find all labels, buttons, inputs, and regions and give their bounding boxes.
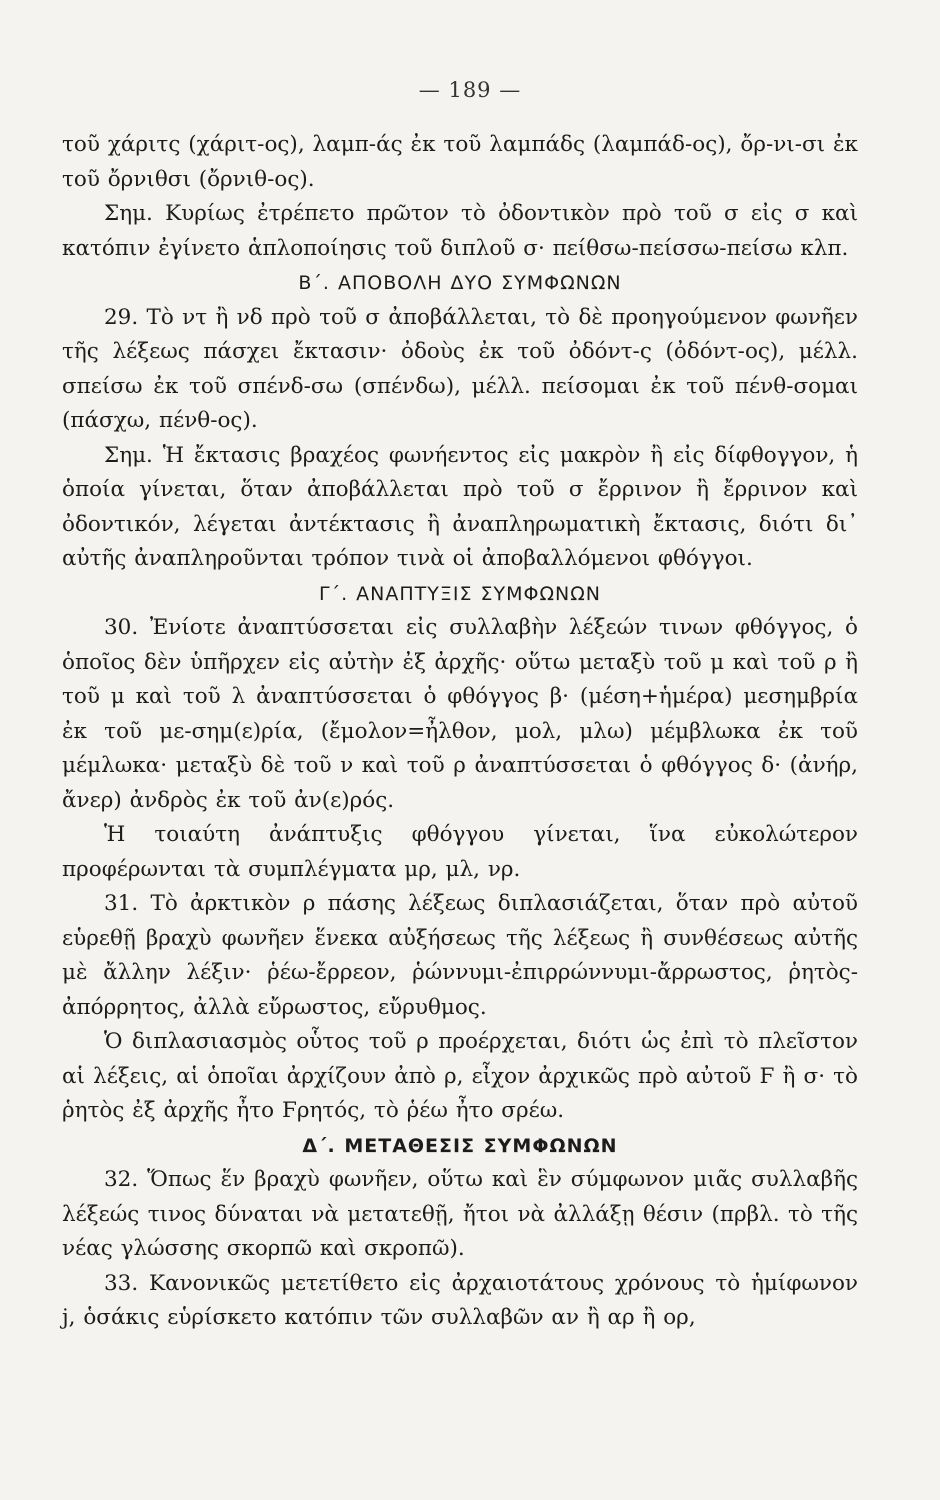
note-paragraph: Σημ. Ἡ ἔκτασις βραχέος φωνήεντος εἰς μακρὸν ἢ εἰς δίφθογγον, ἡ ὁποία γίνεται, ὅταν ἀποβάλλεται πρὸ τοῦ σ ἔρρινον ἢ ἔρρινον καὶ ὀδοντικόν, λέγεται ἀντέκτασις ἢ ἀναπληρωματικὴ ἔκτασις, διότι δι᾽ αὐτῆς ἀναπληροῦνται τρόπον τινὰ οἱ ἀποβαλλόμενοι φθόγγοι. (62, 442, 858, 571)
section-heading: Β΄. ΑΠΟΒΟΛΗ ΔΥΟ ΣΥΜΦΩΝΩΝ (298, 272, 622, 294)
paragraph: Ἡ τοιαύτη ἀνάπτυξις φθόγγου γίνεται, ἵνα εὐκολώτερον προφέρωνται τὰ συμπλέγματα μρ, μλ, νρ. (62, 822, 858, 882)
section-heading: Δ΄. ΜΕΤΑΘΕΣΙΣ ΣΥΜΦΩΝΩΝ (302, 1134, 618, 1157)
paragraph: 33. Κανονικῶς μετετίθετο εἰς ἀρχαιοτάτους χρόνους τὸ ἡμίφωνον j, ὁσάκις εὑρίσκετο κατόπιν τῶν συλλαβῶν αν ἢ αρ ἢ ορ, (62, 1270, 858, 1330)
page-body (62, 128, 858, 1336)
page-number: — 189 — (418, 78, 522, 102)
paragraph: 31. Τὸ ἀρκτικὸν ρ πάσης λέξεως διπλασιάζεται, ὅταν πρὸ αὐτοῦ εὑρεθῇ βραχὺ φωνῆεν ἕνεκα αὐξήσεως τῆς λέξεως ἢ συνθέσεως αὐτῆς μὲ ἄλλην λέξιν· ῥέω-ἔρρεον, ῥώννυμι-ἐπιρρώννυμι-ἄρρωστος, ῥητὸς-ἀπόρρητος, ἀλλὰ εὔρωστος, εὔρυθμος. (62, 891, 858, 1020)
paragraph: 32. Ὅπως ἕν βραχὺ φωνῆεν, οὕτω καὶ ἓν σύμφωνον μιᾶς συλλαβῆς λέξεώς τινος δύναται νὰ μετατεθῇ, ἤτοι νὰ ἀλλάξῃ θέσιν (πρβλ. τὸ τῆς νέας γλώσσης σκορπῶ καὶ σκροπῶ). (62, 1167, 858, 1261)
paragraph: Ὁ διπλασιασμὸς οὗτος τοῦ ρ προέρχεται, διότι ὡς ἐπὶ τὸ πλεῖστον αἱ λέξεις, αἱ ὁποῖαι ἀρχίζουν ἀπὸ ρ, εἶχον ἀρχικῶς πρὸ αὐτοῦ Ϝ ἢ σ· τὸ ῥητὸς ἐξ ἀρχῆς ἦτο Ϝρητός, τὸ ῥέω ἦτο σρέω. (62, 1029, 858, 1123)
section-heading: Γ΄. ΑΝΑΠΤΥΞΙΣ ΣΥΜΦΩΝΩΝ (319, 582, 601, 605)
paragraph: τοῦ χάριτς (χάριτ-ος), λαμπ-άς ἐκ τοῦ λαμπάδς (λαμπάδ-ος), ὄρ-νι-σι ἐκ τοῦ ὄρνιθσι (ὄρνιθ-ος). (62, 132, 858, 192)
paragraph: 30. Ἐνίοτε ἀναπτύσσεται εἰς συλλαβὴν λέξεών τινων φθόγγος, ὁ ὁποῖος δὲν ὑπῆρχεν εἰς αὐτὴν ἐξ ἀρχῆς· οὕτω μεταξὺ τοῦ μ καὶ τοῦ ρ ἢ τοῦ μ καὶ τοῦ λ ἀναπτύσσεται ὁ φθόγγος β· (μέση+ἡμέρα) μεσημβρία ἐκ τοῦ με-σημ(ε)ρία, (ἔμολον=ἦλθον, μολ, μλω) μέμβλωκα ἐκ τοῦ μέμλωκα· μεταξὺ δὲ τοῦ ν καὶ τοῦ ρ ἀναπτύσσεται ὁ φθόγγος δ· (ἀνήρ, ἄνερ) ἀνδρὸς ἐκ τοῦ ἀν(ε)ρός. (62, 615, 858, 813)
note-paragraph: Σημ. Κυρίως ἐτρέπετο πρῶτον τὸ ὀδοντικὸν πρὸ τοῦ σ εἰς σ καὶ κατόπιν ἐγίνετο ἁπλοποίησις τοῦ διπλοῦ σ· πείθσω-πείσσω-πείσω κλπ. (62, 201, 858, 261)
paragraph: 29. Τὸ ντ ἢ νδ πρὸ τοῦ σ ἀποβάλλεται, τὸ δὲ προηγούμενον φωνῆεν τῆς λέξεως πάσχει ἔκτασιν· ὀδοὺς ἐκ τοῦ ὀδόντ-ς (ὀδόντ-ος), μέλλ. σπείσω ἐκ τοῦ σπένδ-σω (σπένδω), μέλλ. πείσομαι ἐκ τοῦ πένθ-σομαι (πάσχω, πένθ-ος). (62, 304, 858, 433)
